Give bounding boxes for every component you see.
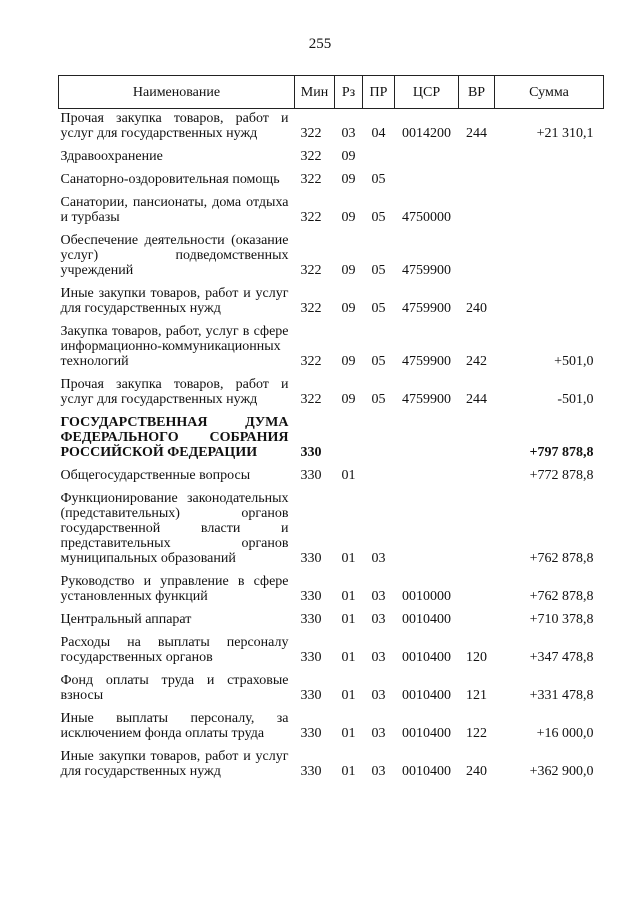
row-rz — [335, 409, 363, 462]
row-pr: 05 — [371, 263, 386, 278]
row-rz: 09 — [341, 149, 356, 164]
row-min: 322 — [300, 126, 322, 141]
row-sum: +362 900,0 — [529, 764, 594, 779]
row-name: Фонд оплаты труда и страховые взносы — [60, 673, 289, 703]
row-csr: 4750000 — [402, 210, 451, 225]
row-sum: +347 478,8 — [529, 650, 594, 665]
row-name: Общегосударственные вопросы — [60, 468, 251, 483]
table-row — [59, 227, 604, 280]
table-row — [59, 166, 604, 189]
row-name: Руководство и управление в сфере установленных функций — [60, 574, 289, 604]
row-csr: 0010400 — [402, 612, 451, 627]
row-min: 330 — [300, 468, 322, 483]
row-sum — [495, 280, 604, 318]
row-pr: 03 — [371, 688, 386, 703]
row-pr — [363, 143, 395, 166]
row-name: Иные закупки товаров, работ и услуг для государственных нужд — [60, 286, 289, 316]
row-min: 330 — [300, 612, 322, 627]
column-header-sum: Сумма — [495, 76, 604, 109]
row-vr — [459, 409, 495, 462]
table-row — [59, 667, 604, 705]
row-min: 330 — [300, 688, 322, 703]
row-sum — [495, 227, 604, 280]
row-rz: 01 — [341, 551, 356, 566]
row-min: 322 — [300, 210, 322, 225]
row-csr — [395, 485, 459, 568]
column-header-rz: Рз — [335, 76, 363, 109]
row-min: 330 — [300, 726, 322, 741]
table-row — [59, 371, 604, 409]
row-sum: +16 000,0 — [536, 726, 594, 741]
row-name: Закупка товаров, работ, услуг в сфере информационно-коммуникационных технологий — [60, 324, 289, 369]
table-row — [59, 705, 604, 743]
row-vr: 244 — [466, 126, 487, 141]
row-sum: +762 878,8 — [529, 551, 594, 566]
table-row — [59, 109, 604, 144]
row-name: Функционирование законодательных (представительных) органов государственной власти и представительных органов муниципальных образований — [60, 491, 289, 566]
table-row — [59, 143, 604, 166]
row-vr: 244 — [466, 392, 487, 407]
row-csr — [395, 462, 459, 485]
budget-table — [58, 75, 604, 781]
row-sum: +21 310,1 — [536, 126, 594, 141]
table-row — [59, 462, 604, 485]
row-vr: 121 — [466, 688, 487, 703]
row-vr: 242 — [466, 354, 487, 369]
row-rz: 01 — [341, 468, 356, 483]
row-sum — [495, 166, 604, 189]
row-name: Иные закупки товаров, работ и услуг для государственных нужд — [60, 749, 289, 779]
row-vr — [459, 189, 495, 227]
table-row — [59, 629, 604, 667]
row-csr: 0010400 — [402, 726, 451, 741]
row-csr: 4759900 — [402, 301, 451, 316]
row-pr: 03 — [371, 589, 386, 604]
column-header-vr: ВР — [459, 76, 495, 109]
page-number: 255 — [308, 36, 332, 52]
row-csr — [395, 143, 459, 166]
row-csr — [395, 166, 459, 189]
row-vr: 240 — [466, 301, 487, 316]
row-name: Иные выплаты персоналу, за исключением фонда оплаты труда — [60, 711, 289, 741]
row-csr: 0010400 — [402, 764, 451, 779]
row-rz: 01 — [341, 650, 356, 665]
column-header-name: Наименование — [59, 76, 295, 109]
row-pr: 03 — [371, 764, 386, 779]
row-csr — [395, 409, 459, 462]
row-min: 330 — [300, 551, 322, 566]
row-pr: 03 — [371, 551, 386, 566]
row-min: 322 — [300, 301, 322, 316]
column-header-min: Мин — [295, 76, 335, 109]
row-name: Центральный аппарат — [60, 612, 192, 627]
row-csr: 0010000 — [402, 589, 451, 604]
table-row — [59, 189, 604, 227]
table-row — [59, 606, 604, 629]
row-pr: 05 — [371, 172, 386, 187]
row-pr: 05 — [371, 301, 386, 316]
row-sum — [495, 189, 604, 227]
row-name: ГОСУДАРСТВЕННАЯ ДУМА ФЕДЕРАЛЬНОГО СОБРАНИЯ РОССИЙСКОЙ ФЕДЕРАЦИИ — [60, 415, 289, 460]
row-vr — [459, 462, 495, 485]
row-pr: 03 — [371, 726, 386, 741]
row-rz: 09 — [341, 172, 356, 187]
row-csr: 4759900 — [402, 354, 451, 369]
row-pr — [363, 462, 395, 485]
row-sum: +797 878,8 — [529, 445, 594, 460]
row-pr: 05 — [371, 354, 386, 369]
column-header-csr: ЦСР — [395, 76, 459, 109]
row-sum — [495, 143, 604, 166]
row-vr — [459, 606, 495, 629]
row-rz: 03 — [341, 126, 356, 141]
row-rz: 01 — [341, 612, 356, 627]
row-pr — [363, 409, 395, 462]
row-csr: 4759900 — [402, 392, 451, 407]
table-row — [59, 409, 604, 462]
row-name: Обеспечение деятельности (оказание услуг) подведомственных учреждений — [60, 233, 289, 278]
row-vr: 240 — [466, 764, 487, 779]
table-row — [59, 568, 604, 606]
row-sum: +762 878,8 — [529, 589, 594, 604]
row-vr: 120 — [466, 650, 487, 665]
row-rz: 01 — [341, 688, 356, 703]
row-min: 322 — [300, 392, 322, 407]
row-pr: 05 — [371, 210, 386, 225]
row-csr: 0010400 — [402, 688, 451, 703]
row-name: Санаторно-оздоровительная помощь — [60, 172, 280, 187]
table-header — [59, 76, 604, 109]
table-row — [59, 280, 604, 318]
row-min: 330 — [300, 650, 322, 665]
row-rz: 01 — [341, 726, 356, 741]
row-name: Расходы на выплаты персоналу государственных органов — [60, 635, 289, 665]
row-pr: 03 — [371, 650, 386, 665]
row-sum: +331 478,8 — [529, 688, 594, 703]
row-rz: 09 — [341, 354, 356, 369]
row-min: 330 — [300, 764, 322, 779]
row-rz: 01 — [341, 589, 356, 604]
row-pr: 05 — [371, 392, 386, 407]
row-csr: 4759900 — [402, 263, 451, 278]
row-sum: +772 878,8 — [529, 468, 594, 483]
row-sum: +710 378,8 — [529, 612, 594, 627]
row-rz: 01 — [341, 764, 356, 779]
row-name: Прочая закупка товаров, работ и услуг для государственных нужд — [60, 377, 289, 407]
row-rz: 09 — [341, 301, 356, 316]
row-name: Прочая закупка товаров, работ и услуг для государственных нужд — [60, 111, 289, 141]
row-csr: 0014200 — [402, 126, 451, 141]
row-rz: 09 — [341, 392, 356, 407]
row-min: 322 — [300, 354, 322, 369]
row-vr — [459, 166, 495, 189]
row-min: 330 — [300, 589, 322, 604]
row-min: 322 — [300, 149, 322, 164]
row-csr: 0010400 — [402, 650, 451, 665]
row-sum: -501,0 — [557, 392, 594, 407]
column-header-pr: ПР — [363, 76, 395, 109]
row-vr — [459, 227, 495, 280]
row-vr — [459, 568, 495, 606]
row-vr — [459, 485, 495, 568]
table-body — [59, 109, 604, 782]
row-name: Здравоохранение — [60, 149, 163, 164]
row-min: 322 — [300, 172, 322, 187]
row-name: Санатории, пансионаты, дома отдыха и турбазы — [60, 195, 289, 225]
row-min: 322 — [300, 263, 322, 278]
row-pr: 03 — [371, 612, 386, 627]
row-rz: 09 — [341, 263, 356, 278]
row-vr: 122 — [466, 726, 487, 741]
table-row — [59, 743, 604, 781]
row-pr: 04 — [371, 126, 386, 141]
row-vr — [459, 143, 495, 166]
row-rz: 09 — [341, 210, 356, 225]
table-row — [59, 485, 604, 568]
row-sum: +501,0 — [554, 354, 594, 369]
table-row — [59, 318, 604, 371]
row-min: 330 — [300, 445, 322, 460]
